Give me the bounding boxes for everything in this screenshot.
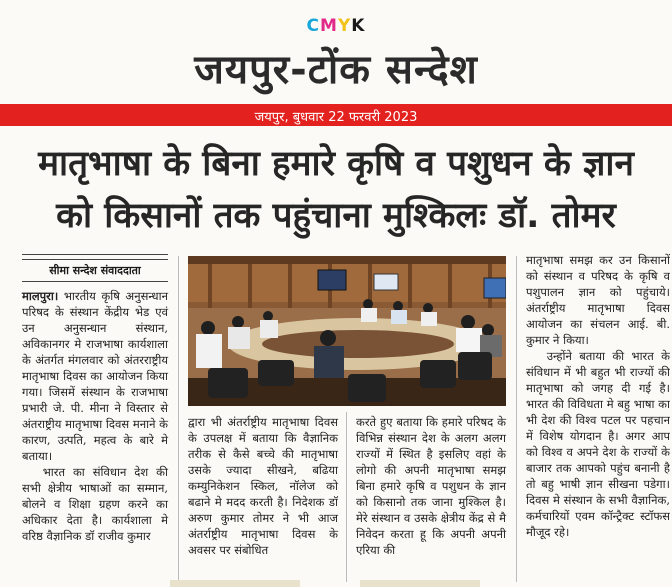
cmyk-registration-mark: [0, 16, 672, 36]
cmyk-k: K: [351, 16, 366, 36]
meeting-room-photo: [188, 256, 506, 406]
article-headline: [0, 138, 672, 242]
article-column-3: [356, 414, 506, 558]
next-article-teaser-strip: [170, 580, 300, 587]
cmyk-m: M: [320, 16, 338, 36]
next-article-teaser-strip-2: [360, 580, 480, 587]
byline: सीमा सन्देश संवाददाता: [49, 264, 141, 277]
article-column-1: [22, 288, 168, 544]
col3-paragraph-1: करते हुए बताया कि हमारे परिषद के विभिन्न संस्थान देश के अलग अलग राज्यों में स्थित है इसलिए वहां के लोगो की अपनी मातृभाषा समझ बिना हमारे कृषि व पशुधन के ज्ञान को किसानो तक जाना मुश्किल है। मेरे संस्थान व उसके क्षेत्रीय केंद्र से मै निवेदन करता हू कि अपनी अपनी एरिया की: [356, 415, 506, 557]
col1-paragraph-2: भारत का संविधान देश की सभी क्षेत्रीय भाषाओं का सम्मान, बोलने व शिक्षा ग्रहण करने का अधिकार देता है। कार्यशाला मे वरिष्ठ वैज्ञानिक डॉ राजीव कुमार: [22, 465, 168, 543]
column-divider-3: [516, 256, 517, 582]
column-divider-2: [346, 412, 347, 582]
col4-paragraph-2: उन्होंने बताया की भारत के संविधान में भी बहुत भी राज्यों की मातृभाषा को जगह दी गई है। भारत की विविधता मे बहु भाषा का भी देश की विश्व पटल पर पहचान में विशेष योगदान है। अगर आप को विश्व व अपने देश के राज्यों के बाजार तक आपको पहुंच बनानी है तो बहु भाषी ज्ञान सीखना पडेगा। दिवस मे संस्थान के सभी वैज्ञानिक, कर्मचारियों एवम कॉन्ट्रैक्ट स्टॉफस मौजूद रहे।: [526, 349, 670, 539]
col1-paragraph-1-text: भारतीय कृषि अनुसन्धान परिषद के संस्थान केंद्रीय भेड एवं उन अनुसन्धान संस्थान, अविकानगर मे राजभाषा कार्यशाला के अंतर्गत मंगलवार को अंतरराष्ट्रीय मातृभाषा दिवस का आयोजन किया गया। जिसमें संस्थान के राजभाषा प्रभारी जे. पी. मीना ने विस्तार से अंतराष्ट्रीय मातृभाषा दिवस मनाने के कारण, उत्पति, महत्व के बारे मे बताया।: [22, 289, 168, 463]
byline-rule-bottom: [22, 281, 168, 282]
issue-dateline: जयपुर, बुधवार 22 फरवरी 2023: [254, 110, 418, 125]
col1-paragraph-1: [22, 288, 168, 464]
byline-box: [22, 254, 168, 282]
article-column-2: [188, 414, 338, 558]
headline-line-1: मातृभाषा के बिना हमारे कृषि व पशुधन के ज्ञान: [38, 144, 634, 184]
headline-line-2: को किसानों तक पहुंचाना मुश्किलः डॉ. तोमर: [56, 196, 616, 236]
column-divider: [178, 256, 179, 582]
place-dateline: मालपुरा।: [22, 289, 59, 303]
col2-paragraph-1: द्वारा भी अंतर्राष्ट्रीय मातृभाषा दिवस के उपलक्ष में बताया कि वैज्ञानिक तरीक से कैसे बच्चे की मातृभाषा उसके ज्यादा सीखने, बढिया कम्युनिकेशन स्किल, नॉलेज को बढाने मे मदद करती है। निदेशक डॉ अरुण कुमार तोमर ने भी आज अंतर्राष्ट्रीय मातृभाषा दिवस के अवसर पर संबोधित: [188, 415, 338, 557]
newspaper-masthead: जयपुर-टोंक सन्देश: [194, 47, 478, 93]
cmyk-y: Y: [337, 16, 352, 36]
article-column-4: [526, 252, 670, 586]
col4-paragraph-1: मातृभाषा समझ कर उन किसानों को संस्थान व परिषद के कृषि व पशुपालन ज्ञान को पहुंचाये। अंतर्राष्ट्रीय मातृभाषा दिवस आयोजन का संचलन आई. बी. कुमार ने किया।: [526, 253, 670, 347]
cmyk-c: C: [306, 16, 321, 36]
article-photo-meeting: [188, 256, 506, 406]
